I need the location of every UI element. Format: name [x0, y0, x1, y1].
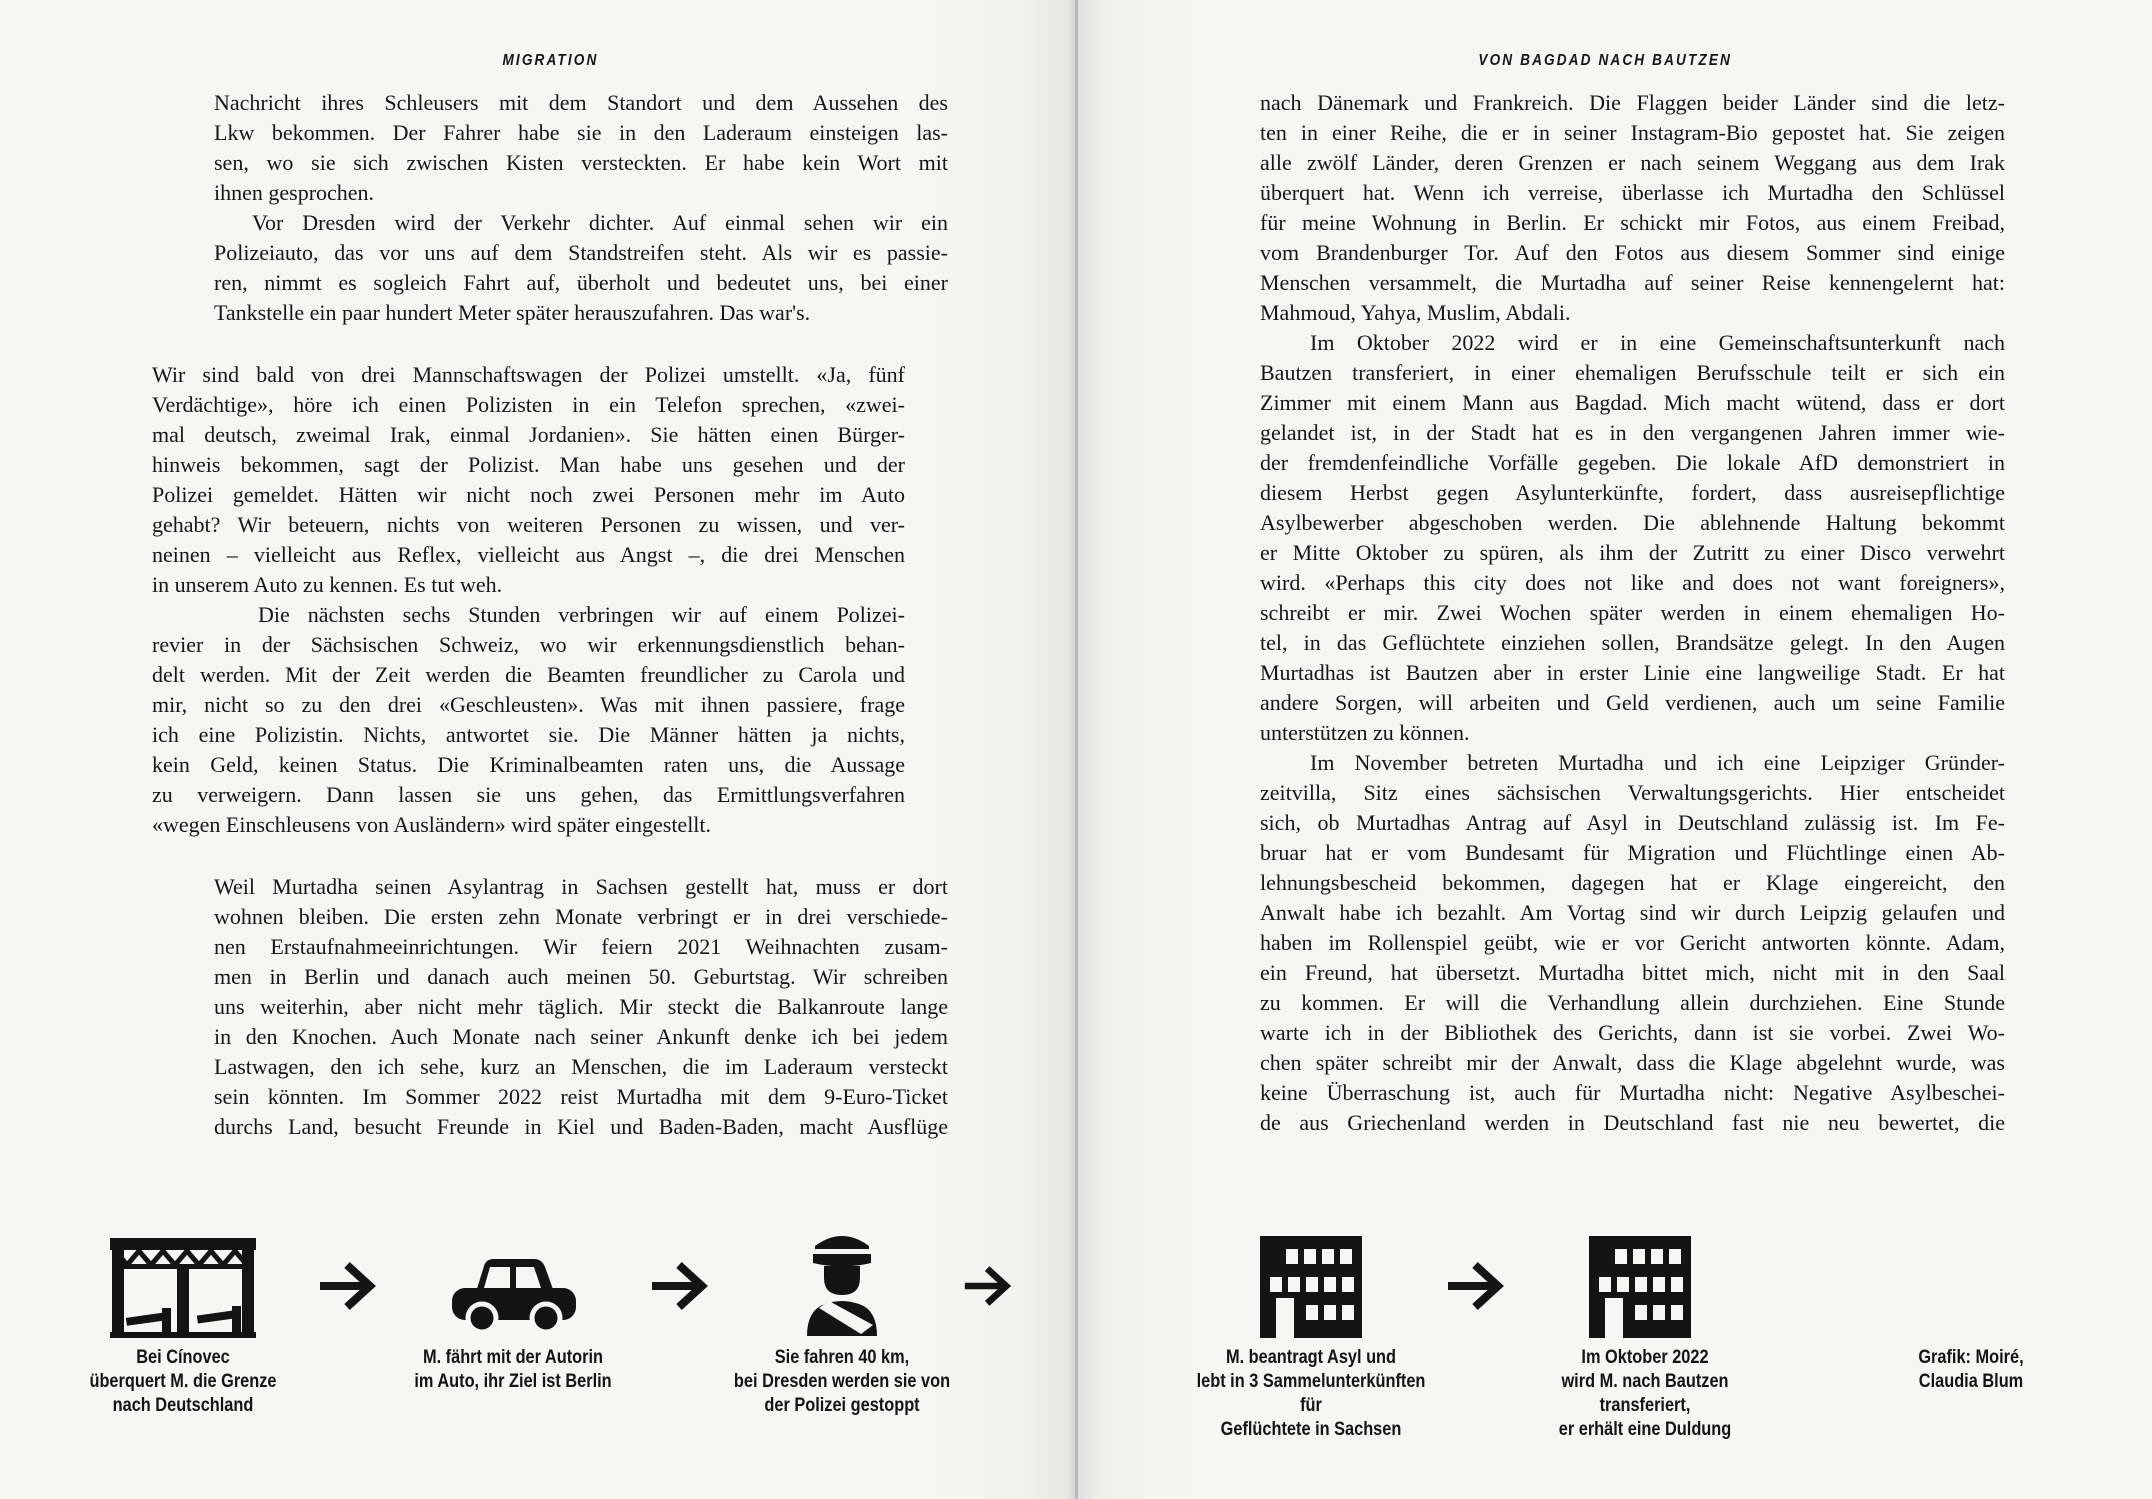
paragraph	[152, 600, 905, 840]
text-line: neinen – vielleicht aus Reflex, vielleicht aus Angst –, die drei Menschen	[152, 542, 905, 567]
text-line: sen, wo sie sich zwischen Kisten versteckten. Er habe kein Wort mit	[214, 150, 948, 175]
caption-line: bei Dresden werden sie von	[733, 1371, 951, 1392]
text-line: durchs Land, besucht Freunde in Kiel und Baden-Baden, macht Ausflüge	[214, 1114, 948, 1139]
text-line: Wir sind bald von drei Mannschaftswagen der Polizei umstellt. «Ja, fünf	[152, 362, 905, 387]
text-line: tel, in das Geflüchtete einziehen sollen, Brandsätze gelegt. In den Augen	[1260, 630, 2005, 655]
caption-line: M. fährt mit der Autorin	[422, 1347, 604, 1368]
caption-line: M. beantragt Asyl und	[1225, 1347, 1397, 1368]
caption-line: er erhält eine Duldung	[1558, 1419, 1732, 1440]
paragraph	[1260, 88, 2005, 328]
text-line: ten in einer Reihe, die er in seiner Instagram-Bio gepostet hat. Sie zeigen	[1260, 120, 2005, 145]
text-line: revier in der Sächsischen Schweiz, wo wir erkennungsdienstlich behan-	[152, 632, 905, 657]
text-line: sein könnten. Im Sommer 2022 reist Murtadha mit dem 9-Euro-Ticket	[214, 1084, 948, 1109]
text-line: gelandet ist, in der Stadt hat es in den vergangenen Jahren immer wie-	[1260, 420, 2005, 445]
text-line: vom Brandenburger Tor. Auf den Fotos aus diesem Sommer sind einige	[1260, 240, 2005, 265]
right-text-column	[1260, 88, 2005, 1138]
text-line: Anwalt habe ich bezahlt. Am Vortag sind wir durch Leipzig gelaufen und	[1260, 900, 2005, 925]
paragraph	[214, 88, 948, 208]
arrow-right-icon	[1447, 1260, 1505, 1312]
text-line: schreibt er mir. Zwei Wochen später werden in einem ehemaligen Ho-	[1260, 600, 2005, 625]
arrow-right-icon	[319, 1260, 377, 1312]
text-block	[152, 360, 905, 840]
car-icon	[452, 1250, 576, 1336]
text-line: ihnen gesprochen.	[214, 180, 375, 205]
text-line: in den Knochen. Auch Monate nach seiner Ankunft denke ich bei jedem	[214, 1024, 948, 1049]
text-line: Im Oktober 2022 wird er in eine Gemeinschaftsunterkunft nach	[1310, 330, 2005, 355]
caption-line: Bei Cínovec	[136, 1347, 230, 1368]
paragraph	[1260, 328, 2005, 748]
text-line: andere Sorgen, will arbeiten und Geld verdienen, auch um seine Familie	[1260, 690, 2005, 715]
book-page-left	[0, 0, 1075, 1499]
text-line: Nachricht ihres Schleusers mit dem Standort und dem Aussehen des	[214, 90, 948, 115]
figure-caption	[1516, 1346, 1774, 1442]
border-crossing-icon	[110, 1238, 256, 1338]
text-line: zeitvilla, Sitz eines sächsischen Verwaltungsgerichts. Hier entscheidet	[1260, 780, 2005, 805]
caption-line: lebt in 3 Sammelunterkünften für	[1196, 1371, 1426, 1416]
text-line: Verdächtige», höre ich einen Polizisten in ein Telefon sprechen, «zwei-	[152, 392, 905, 417]
police-officer-icon	[803, 1226, 881, 1336]
text-line: überquert hat. Wenn ich verreise, überlasse ich Murtadha den Schlüssel	[1260, 180, 2005, 205]
text-line: Polizeiauto, das vor uns auf dem Standstreifen steht. Als wir es passie-	[214, 240, 948, 265]
figure-caption	[71, 1346, 295, 1418]
text-line: «wegen Einschleusens von Ausländern» wird später eingestellt.	[152, 812, 712, 837]
caption-line: Geflüchtete in Sachsen	[1220, 1419, 1402, 1440]
text-line: diesem Herbst gegen Asylunterkünfte, fordert, dass ausreisepflichtige	[1260, 480, 2005, 505]
text-line: wird. «Perhaps this city does not like and does not want foreigners»,	[1260, 570, 2005, 595]
text-block	[214, 88, 948, 328]
paragraph	[152, 360, 905, 600]
caption-line: Im Oktober 2022	[1581, 1347, 1709, 1368]
text-line: Tankstelle ein paar hundert Meter später herauszufahren. Das war's.	[214, 300, 811, 325]
book-page-right	[1078, 0, 2152, 1499]
caption-line: Sie fahren 40 km,	[774, 1347, 910, 1368]
running-head-left	[152, 52, 948, 70]
text-line: de aus Griechenland werden in Deutschland fast nie neu bewertet, die	[1260, 1110, 2005, 1135]
text-line: ein Freund, hat übersetzt. Murtadha bittet mich, nicht mit in den Saal	[1260, 960, 2005, 985]
text-line: mal deutsch, zweimal Irak, einmal Jordanien». Sie hätten einen Bürger-	[152, 422, 905, 447]
text-line: hinweis bekommen, sagt der Polizist. Man habe uns gesehen und der	[152, 452, 905, 477]
text-line: Im November betreten Murtadha und ich eine Leipziger Gründer-	[1310, 750, 2005, 775]
text-line: nen Erstaufnahmeeinrichtungen. Wir feiern 2021 Weihnachten zusam-	[214, 934, 948, 959]
text-line: delt werden. Mit der Zeit werden die Beamten freundlicher zu Carola und	[152, 662, 905, 687]
paragraph	[214, 872, 948, 1142]
caption-line: im Auto, ihr Ziel ist Berlin	[414, 1371, 612, 1392]
paragraph	[1260, 748, 2005, 1138]
text-line: in unserem Auto zu kennen. Es tut weh.	[152, 572, 503, 597]
figure-caption	[1191, 1346, 1432, 1442]
text-line: zu kommen. Er will die Verhandlung allein durchziehen. Eine Stunde	[1260, 990, 2005, 1015]
running-head-left-label: MIGRATION	[502, 52, 598, 69]
left-text-column	[152, 88, 948, 1142]
credit-caption	[1876, 1346, 2065, 1394]
text-line: bruar hat er vom Bundesamt für Migration und Flüchtlinge einen Ab-	[1260, 840, 2005, 865]
text-block	[1260, 88, 2005, 1138]
figure-caption	[730, 1346, 954, 1418]
text-line: Bautzen transferiert, in einer ehemaligen Berufsschule teilt er sich ein	[1260, 360, 2005, 385]
text-block	[214, 872, 948, 1142]
text-line: gehabt? Wir beteuern, nichts von weiteren Personen zu wissen, und ver-	[152, 512, 905, 537]
page-gutter-divider	[1075, 0, 1078, 1499]
text-line: Asylbewerber abgeschoben werden. Die ablehnende Haltung bekommt	[1260, 510, 2005, 535]
text-line: mir, nicht so zu den drei «Geschleusten». Was mit ihnen passiere, frage	[152, 692, 905, 717]
text-line: Lastwagen, den ich sehe, kurz an Menschen, die im Laderaum versteckt	[214, 1054, 948, 1079]
building-icon	[1589, 1236, 1691, 1338]
text-line: ich eine Polizistin. Nichts, antwortet sie. Die Männer hätten ja nichts,	[152, 722, 905, 747]
caption-line: der Polizei gestoppt	[764, 1395, 920, 1416]
running-head-right	[1260, 52, 1950, 70]
running-head-right-label: VON BAGDAD NACH BAUTZEN	[1478, 52, 1732, 69]
text-line: alle zwölf Länder, deren Grenzen er nach seinem Weggang aus dem Irak	[1260, 150, 2005, 175]
text-line: Weil Murtadha seinen Asylantrag in Sachsen gestellt hat, muss er dort	[214, 874, 948, 899]
text-line: kein Geld, keinen Status. Die Kriminalbeamten raten uns, die Aussage	[152, 752, 905, 777]
arrow-right-icon	[964, 1264, 1012, 1308]
text-line: er Mitte Oktober zu spüren, als ihm der Zutritt zu einer Disco verwehrt	[1260, 540, 2005, 565]
caption-line: nach Deutschland	[112, 1395, 254, 1416]
text-line: keine Überraschung ist, auch für Murtadha nicht: Negative Asylbeschei-	[1260, 1080, 2005, 1105]
caption-line: Grafik: Moiré,	[1918, 1347, 2024, 1368]
text-line: Vor Dresden wird der Verkehr dichter. Auf einmal sehen wir ein	[252, 210, 948, 235]
text-line: Mahmoud, Yahya, Muslim, Abdali.	[1260, 300, 1571, 325]
text-line: Zimmer mit einem Mann aus Bagdad. Mich macht wütend, dass er dort	[1260, 390, 2005, 415]
text-line: der fremdenfeindliche Vorfälle gegeben. Die lokale AfD demonstriert in	[1260, 450, 2005, 475]
text-line: men in Berlin und danach auch meinen 50. Geburtstag. Wir schreiben	[214, 964, 948, 989]
caption-line: überquert M. die Grenze	[89, 1371, 277, 1392]
text-line: warte ich in der Bibliothek des Gerichts, dann ist sie vorbei. Zwei Wo-	[1260, 1020, 2005, 1045]
text-line: chen später schreibt mir der Anwalt, dass die Klage abgelehnt wurde, was	[1260, 1050, 2005, 1075]
text-line: uns weiterhin, aber nicht mehr täglich. Mir steckt die Balkanroute lange	[214, 994, 948, 1019]
text-line: Polizei gemeldet. Hätten wir nicht noch zwei Personen mehr im Auto	[152, 482, 905, 507]
text-line: haben im Rollenspiel geübt, wie er vor Gericht antworten könnte. Adam,	[1260, 930, 2005, 955]
text-line: Die nächsten sechs Stunden verbringen wir auf einem Polizei-	[258, 602, 905, 627]
arrow-right-icon	[651, 1260, 709, 1312]
building-icon	[1260, 1236, 1362, 1338]
caption-line: Claudia Blum	[1918, 1371, 2024, 1392]
text-line: sich, ob Murtadhas Antrag auf Asyl in Deutschland zulässig ist. Im Fe-	[1260, 810, 2005, 835]
text-line: nach Dänemark und Frankreich. Die Flaggen beider Länder sind die letz-	[1260, 90, 2005, 115]
text-line: lehnungsbescheid bekommen, dagegen hat er Klage eingereicht, den	[1260, 870, 2005, 895]
text-line: für meine Wohnung in Berlin. Er schickt mir Fotos, aus einem Freibad,	[1260, 210, 2005, 235]
text-line: ren, nimmt es sogleich Fahrt auf, überholt und bedeutet uns, bei einer	[214, 270, 948, 295]
figure-caption	[401, 1346, 625, 1394]
text-line: Murtadhas ist Bautzen aber in erster Linie eine langweilige Stadt. Er hat	[1260, 660, 2005, 685]
text-line: Lkw bekommen. Der Fahrer habe sie in den Laderaum einsteigen las-	[214, 120, 948, 145]
paragraph	[214, 208, 948, 328]
text-line: unterstützen zu können.	[1260, 720, 1470, 745]
text-line: Menschen versammelt, die Murtadha auf seiner Reise kennengelernt hat:	[1260, 270, 2005, 295]
text-line: zu verweigern. Dann lassen sie uns gehen, das Ermittlungsverfahren	[152, 782, 905, 807]
text-line: wohnen bleiben. Die ersten zehn Monate verbringt er in drei verschiede-	[214, 904, 948, 929]
caption-line: wird M. nach Bautzen transferiert,	[1561, 1371, 1729, 1416]
